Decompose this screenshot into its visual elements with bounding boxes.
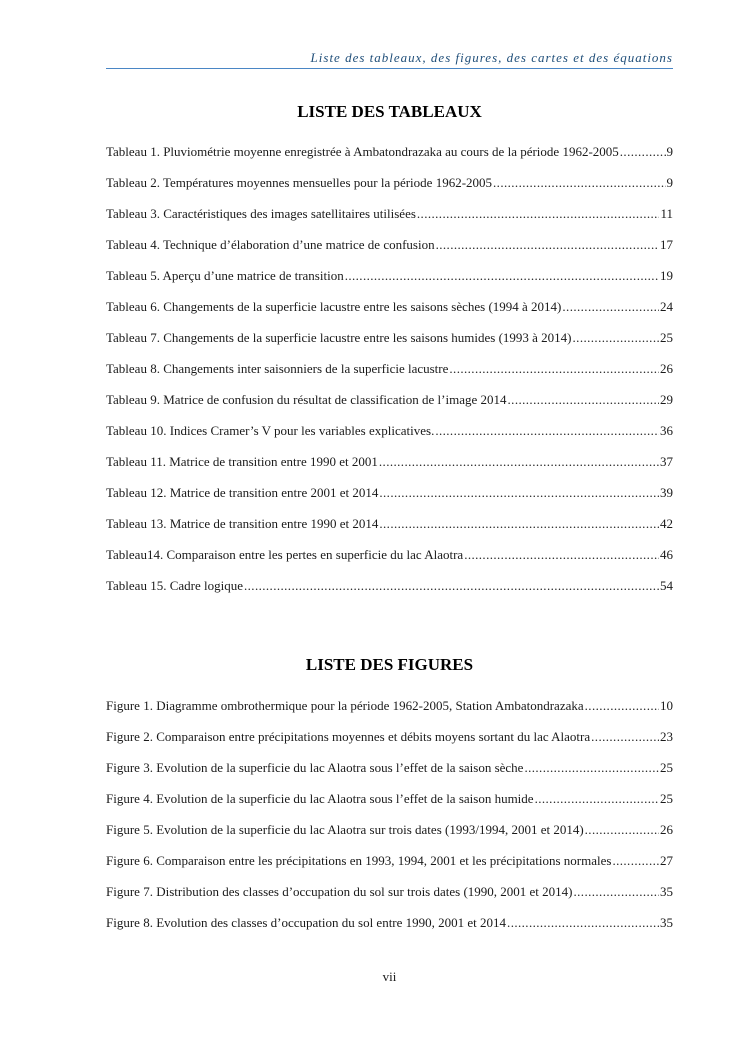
dot-leader xyxy=(493,175,665,190)
toc-entry-page: 19 xyxy=(660,268,673,283)
toc-entry-page: 9 xyxy=(666,175,673,190)
toc-entry-label: Tableau 2. Températures moyennes mensuelles pour la période 1962-2005 xyxy=(106,175,493,190)
toc-entry-figure-8[interactable] xyxy=(106,915,673,946)
toc-entry-label: Figure 3. Evolution de la superficie du lac Alaotra sous l’effet de la saison sèche xyxy=(106,760,524,775)
toc-entry-label: Figure 4. Evolution de la superficie du lac Alaotra sous l’effet de la saison humide xyxy=(106,791,534,806)
toc-entry-figure-3[interactable] xyxy=(106,760,673,791)
toc-entry-figure-7[interactable] xyxy=(106,884,673,915)
toc-entry-page: 39 xyxy=(660,485,673,500)
toc-entry-figure-5[interactable] xyxy=(106,822,673,853)
toc-entry-figure-4[interactable] xyxy=(106,791,673,822)
toc-entry-label: Tableau 3. Caractéristiques des images satellitaires utilisées xyxy=(106,206,416,221)
toc-entry-label: Figure 1. Diagramme ombrothermique pour la période 1962-2005, Station Ambatondrazaka xyxy=(106,698,584,713)
toc-entry-page: 46 xyxy=(660,547,673,562)
running-header: Liste des tableaux, des figures, des cartes et des équations xyxy=(310,50,673,65)
dot-leader xyxy=(244,578,659,593)
toc-entry-tableau-9[interactable] xyxy=(106,392,673,423)
figures-heading: LISTE DES FIGURES xyxy=(305,655,474,674)
toc-entry-page: 27 xyxy=(660,853,673,868)
dot-leader xyxy=(379,485,659,500)
toc-entry-page: 9 xyxy=(666,144,673,159)
toc-entry-page: 54 xyxy=(660,578,673,593)
toc-entry-label: Tableau 10. Indices Cramer’s V pour les variables explicatives. xyxy=(106,423,435,438)
toc-entry-label: Figure 5. Evolution de la superficie du lac Alaotra sur trois dates (1993/1994, 2001 et 2014) xyxy=(106,822,584,837)
toc-entry-label: Tableau 15. Cadre logique xyxy=(106,578,243,593)
toc-entry-label: Tableau 5. Aperçu d’une matrice de transition xyxy=(106,268,344,283)
toc-entry-label: Tableau 9. Matrice de confusion du résultat de classification de l’image 2014 xyxy=(106,392,507,407)
toc-entry-tableau-13[interactable] xyxy=(106,516,673,547)
dot-leader xyxy=(574,884,660,899)
figures-list xyxy=(106,698,673,946)
dot-leader xyxy=(585,698,659,713)
toc-entry-page: 26 xyxy=(660,822,673,837)
dot-leader xyxy=(535,791,659,806)
toc-entry-figure-1[interactable] xyxy=(106,698,673,729)
toc-entry-page: 11 xyxy=(660,206,673,221)
dot-leader xyxy=(379,454,659,469)
toc-entry-tableau-7[interactable] xyxy=(106,330,673,361)
toc-entry-label: Tableau14. Comparaison entre les pertes en superficie du lac Alaotra xyxy=(106,547,464,562)
toc-entry-label: Tableau 12. Matrice de transition entre 2001 et 2014 xyxy=(106,485,379,500)
toc-entry-tableau-10[interactable] xyxy=(106,423,673,454)
toc-entry-label: Figure 8. Evolution des classes d’occupation du sol entre 1990, 2001 et 2014 xyxy=(106,915,507,930)
toc-entry-tableau-3[interactable] xyxy=(106,206,673,237)
dot-leader xyxy=(573,330,659,345)
toc-entry-page: 35 xyxy=(660,915,673,930)
dot-leader xyxy=(449,361,659,376)
toc-entry-tableau-8[interactable] xyxy=(106,361,673,392)
toc-entry-page: 23 xyxy=(660,729,673,744)
toc-entry-label: Figure 7. Distribution des classes d’occupation du sol sur trois dates (1990, 2001 et 2014) xyxy=(106,884,573,899)
dot-leader xyxy=(379,516,659,531)
toc-entry-label: Tableau 8. Changements inter saisonniers de la superficie lacustre xyxy=(106,361,449,376)
toc-entry-tableau-6[interactable] xyxy=(106,299,673,330)
toc-entry-label: Figure 2. Comparaison entre précipitations moyennes et débits moyens sortant du lac Alaotra xyxy=(106,729,591,744)
toc-entry-page: 35 xyxy=(660,884,673,899)
toc-entry-page: 17 xyxy=(660,237,673,252)
dot-leader xyxy=(435,423,659,438)
dot-leader xyxy=(591,729,659,744)
dot-leader xyxy=(620,144,666,159)
dot-leader xyxy=(436,237,659,252)
toc-entry-page: 26 xyxy=(660,361,673,376)
page-number: vii xyxy=(382,969,397,984)
toc-entry-page: 29 xyxy=(660,392,673,407)
toc-entry-tableau-14[interactable] xyxy=(106,547,673,578)
toc-entry-tableau-5[interactable] xyxy=(106,268,673,299)
toc-entry-label: Tableau 11. Matrice de transition entre 1990 et 2001 xyxy=(106,454,378,469)
toc-entry-label: Tableau 1. Pluviométrie moyenne enregistrée à Ambatondrazaka au cours de la période 1962-2005 xyxy=(106,144,619,159)
dot-leader xyxy=(417,206,660,221)
toc-entry-page: 24 xyxy=(660,299,673,314)
toc-entry-tableau-2[interactable] xyxy=(106,175,673,206)
toc-entry-page: 37 xyxy=(660,454,673,469)
toc-entry-figure-6[interactable] xyxy=(106,853,673,884)
toc-entry-page: 42 xyxy=(660,516,673,531)
toc-entry-tableau-4[interactable] xyxy=(106,237,673,268)
toc-entry-tableau-11[interactable] xyxy=(106,454,673,485)
dot-leader xyxy=(612,853,659,868)
toc-entry-label: Tableau 13. Matrice de transition entre 1990 et 2014 xyxy=(106,516,379,531)
toc-entry-page: 36 xyxy=(660,423,673,438)
toc-entry-label: Figure 6. Comparaison entre les précipitations en 1993, 1994, 2001 et les précipitations normales xyxy=(106,853,612,868)
dot-leader xyxy=(524,760,659,775)
dot-leader xyxy=(562,299,659,314)
toc-entry-tableau-12[interactable] xyxy=(106,485,673,516)
toc-entry-page: 10 xyxy=(660,698,673,713)
toc-entry-page: 25 xyxy=(660,330,673,345)
toc-entry-page: 25 xyxy=(660,760,673,775)
dot-leader xyxy=(345,268,659,283)
dot-leader xyxy=(464,547,659,562)
dot-leader xyxy=(585,822,659,837)
toc-entry-page: 25 xyxy=(660,791,673,806)
dot-leader xyxy=(507,915,659,930)
dot-leader xyxy=(508,392,659,407)
tables-list xyxy=(106,144,673,609)
toc-entry-tableau-1[interactable] xyxy=(106,144,673,175)
toc-entry-label: Tableau 4. Technique d’élaboration d’une matrice de confusion xyxy=(106,237,435,252)
header-rule xyxy=(106,68,673,69)
toc-entry-figure-2[interactable] xyxy=(106,729,673,760)
toc-entry-tableau-15[interactable] xyxy=(106,578,673,609)
tables-heading: LISTE DES TABLEAUX xyxy=(297,102,482,121)
toc-entry-label: Tableau 6. Changements de la superficie lacustre entre les saisons sèches (1994 à 2014) xyxy=(106,299,562,314)
toc-entry-label: Tableau 7. Changements de la superficie lacustre entre les saisons humides (1993 à 2014) xyxy=(106,330,572,345)
